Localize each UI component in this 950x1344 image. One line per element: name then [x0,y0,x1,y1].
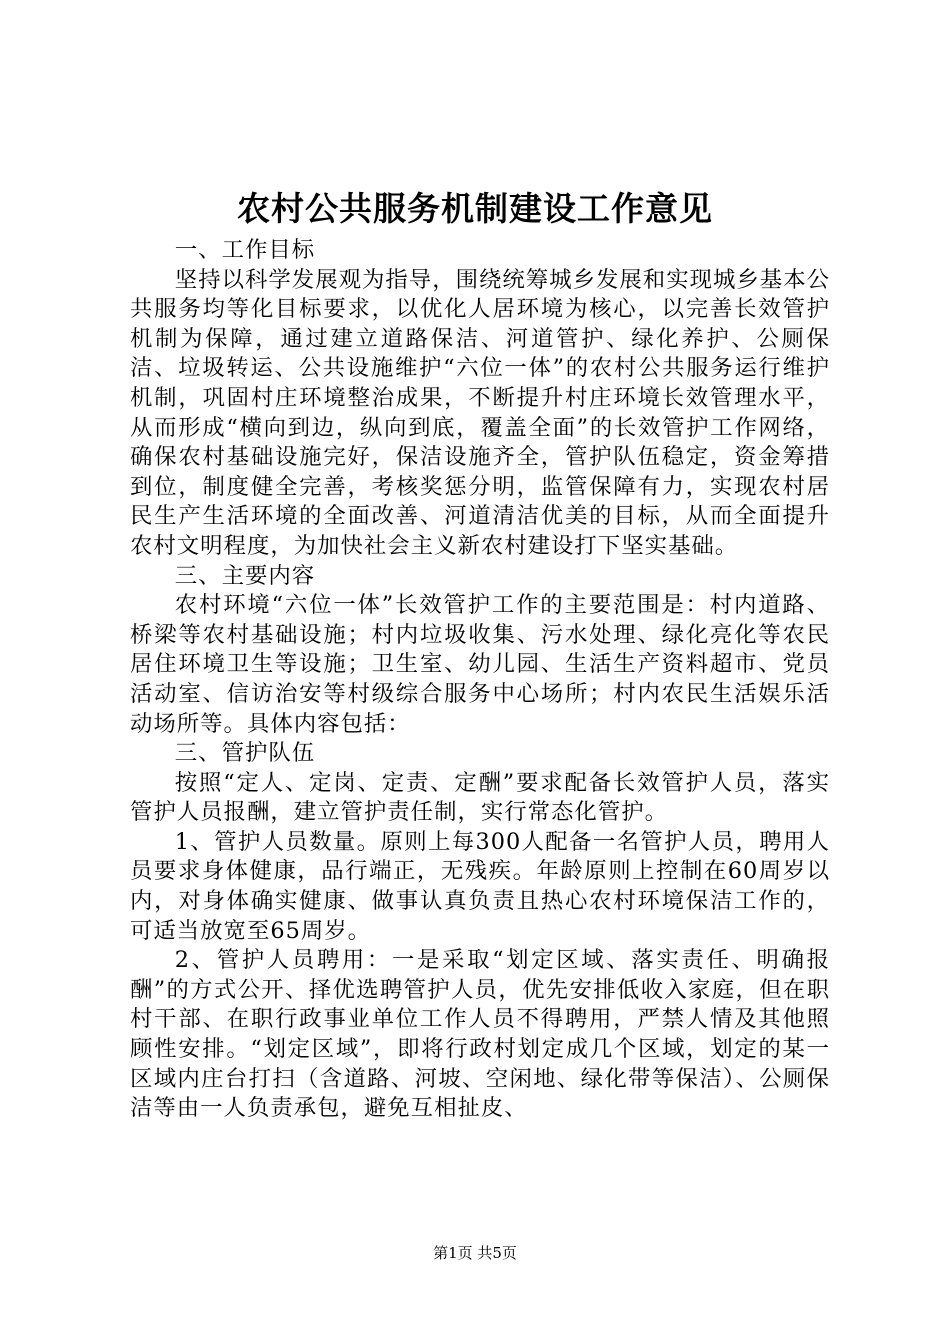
paragraph-team: 按照“定人、定岗、定责、定酬”要求配备长效管护人员，落实管护人员报酬，建立管护责任制，实行常态化管护。 [130,769,830,826]
page-footer: 第1页 共5页 [433,1244,517,1262]
section-heading-goal: 一、工作目标 [174,237,316,263]
paragraph-content: 农村环境“六位一体”长效管护工作的主要范围是：村内道路、桥梁等农村基础设施；村内垃圾收集、污水处理、绿化亮化等农民居住环境卫生等设施；卫生室、幼儿园、生活生产资料超市、党员活动室、信访治安等村级综合服务中心场所；村内农民生活娱乐活动场所等。具体内容包括： [130,592,830,737]
section-heading-team: 三、管护队伍 [174,740,316,767]
paragraph-goal: 坚持以科学发展观为指导，围绕统筹城乡发展和实现城乡基本公共服务均等化目标要求，以优化人居环境为核心，以完善长效管护机制为保障，通过建立道路保洁、河道管护、绿化养护、公厕保洁、垃圾转运、公共设施维护“六位一体”的农村公共服务运行维护机制，巩固村庄环境整治成果，不断提升村庄环境长效管理水平，从而形成“横向到边，纵向到底，覆盖全面”的长效管护工作网络，确保农村基础设施完好，保洁设施齐全，管护队伍稳定，资金筹措到位，制度健全完善，考核奖惩分明，监管保障有力，实现农村居民生产生活环境的全面改善、河道清洁优美的目标，从而全面提升农村文明程度，为加快社会主义新农村建设打下坚实基础。 [130,266,830,559]
document-title: 农村公共服务机制建设工作意见 [237,189,713,228]
document-body [130,236,830,1124]
paragraph-staff-count: 1、管护人员数量。原则上每300人配备一名管护人员，聘用人员要求身体健康，品行端正，无残疾。年龄原则上控制在60周岁以内，对身体确实健康、做事认真负责且热心农村环境保洁工作的，可适当放宽至65周岁。 [130,828,830,944]
paragraph-staff-hiring: 2、管护人员聘用：一是采取“划定区域、落实责任、明确报酬”的方式公开、择优选聘管护人员，优先安排低收入家庭，但在职村干部、在职行政事业单位工作人员不得聘用，严禁人情及其他照顾性安排。“划定区域”，即将行政村划定成几个区域，划定的某一区域内庄台打扫（含道路、河坡、空闲地、绿化带等保洁）、公厕保洁等由一人负责承包，避免互相扯皮、 [130,947,830,1122]
section-heading-content: 三、主要内容 [174,562,316,589]
